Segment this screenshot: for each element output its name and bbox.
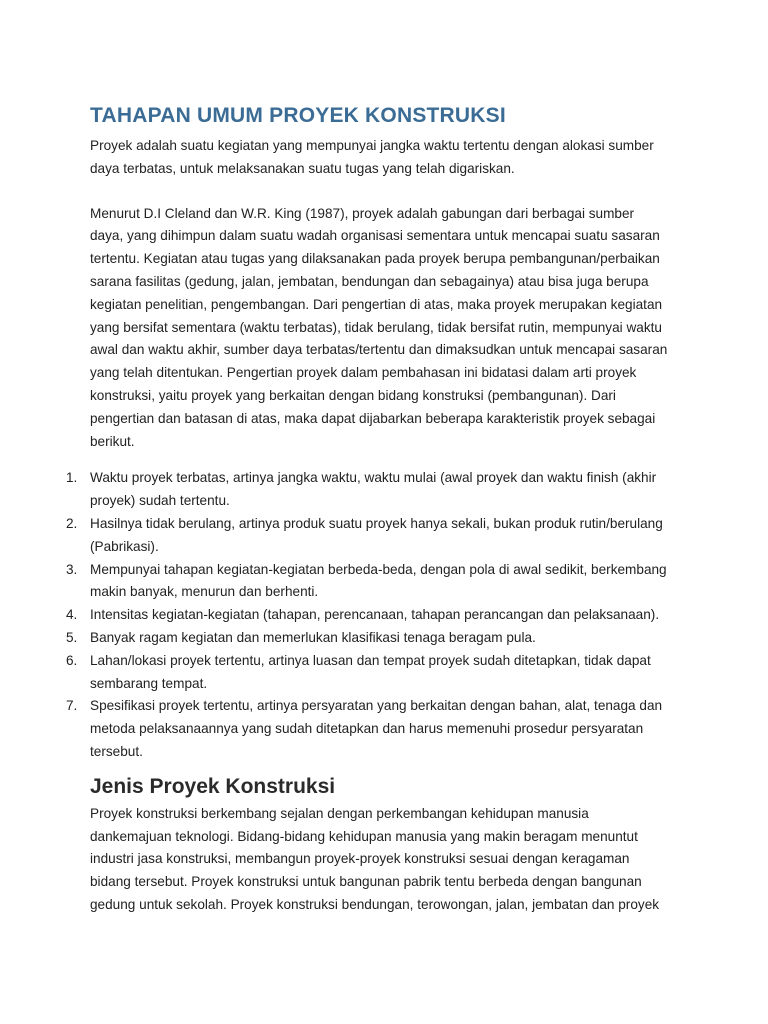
list-number: 6.	[66, 652, 78, 668]
characteristics-list	[66, 467, 690, 763]
list-item	[66, 513, 690, 559]
definition-line: yang telah ditentukan. Pengertian proyek dalam pembahasan ini bidatasi dalam arti proyek	[90, 365, 637, 381]
list-item	[66, 559, 690, 605]
definition-line: konstruksi, yaitu proyek yang berkaitan dengan bidang konstruksi (pembangunan). Dari	[90, 387, 616, 403]
list-item-line: makin banyak, menurun dan berhenti.	[90, 584, 319, 600]
list-number: 2.	[66, 515, 78, 531]
section-line: gedung untuk sekolah. Proyek konstruksi bendungan, terowongan, jalan, jembatan dan proyek	[90, 896, 660, 912]
section-line: bidang tersebut. Proyek konstruksi untuk bangunan pabrik tentu berbeda dengan bangunan	[90, 874, 642, 890]
list-item	[66, 467, 690, 513]
list-item	[66, 650, 690, 696]
definition-line: sarana fasilitas (gedung, jalan, jembatan, bendungan dan sebagainya) atau bisa juga berupa	[90, 273, 649, 289]
definition-line: tertentu. Kegiatan atau tugas yang dilaksanakan pada proyek berupa pembangunan/perbaikan	[90, 251, 660, 267]
section-paragraph	[90, 803, 690, 917]
section-line: dankemajuan teknologi. Bidang-bidang kehidupan manusia yang makin beragam menuntut	[90, 828, 638, 844]
definition-line: awal dan waktu akhir, sumber daya terbatas/tertentu dan dimaksudkan untuk mencapai sasaran	[90, 342, 668, 358]
definition-line: daya, yang dihimpun dalam suatu wadah organisasi sementara untuk mencapai suatu sasaran	[90, 228, 660, 244]
definition-paragraph	[90, 203, 690, 454]
list-item-line: tersebut.	[90, 743, 143, 759]
list-number: 1.	[66, 470, 78, 486]
section-line: industri jasa konstruksi, membangun proyek-proyek konstruksi sesuai dengan keragaman	[90, 851, 630, 867]
definition-line: kegiatan penelitian, pengembangan. Dari pengertian di atas, maka proyek merupakan kegiatan	[90, 296, 663, 312]
list-number: 3.	[66, 561, 78, 577]
document-title: TAHAPAN UMUM PROYEK KONSTRUKSI	[90, 104, 506, 127]
list-item	[66, 627, 690, 650]
list-number: 5.	[66, 629, 78, 645]
list-item-line: metoda pelaksanaannya yang sudah ditetapkan dan harus memenuhi prosedur persyaratan	[90, 721, 644, 737]
definition-line: pengertian dan batasan di atas, maka dapat dijabarkan beberapa karakteristik proyek sebagai	[90, 410, 656, 426]
list-item-line: Hasilnya tidak berulang, artinya produk suatu proyek hanya sekali, bukan produk rutin/berulang	[90, 515, 663, 531]
document-page	[66, 102, 690, 917]
list-item-line: proyek) sudah tertentu.	[90, 493, 230, 509]
intro-paragraph	[90, 135, 690, 181]
list-item-line: (Pabrikasi).	[90, 538, 159, 554]
list-item-line: Intensitas kegiatan-kegiatan (tahapan, perencanaan, tahapan perancangan dan pelaksanaan).	[90, 607, 660, 623]
list-item	[66, 695, 690, 763]
definition-line: berikut.	[90, 433, 135, 449]
list-item-line: Lahan/lokasi proyek tertentu, artinya luasan dan tempat proyek sudah ditetapkan, tidak dapat	[90, 652, 651, 668]
section-line: Proyek konstruksi berkembang sejalan dengan perkembangan kehidupan manusia	[90, 805, 589, 821]
list-item-line: sembarang tempat.	[90, 675, 208, 691]
list-item	[66, 604, 690, 627]
list-number: 4.	[66, 607, 78, 623]
list-item-line: Waktu proyek terbatas, artinya jangka waktu, waktu mulai (awal proyek dan waktu finish (akhir	[90, 470, 657, 486]
list-item-line: Spesifikasi proyek tertentu, artinya persyaratan yang berkaitan dengan bahan, alat, tenaga dan	[90, 698, 663, 714]
intro-line: Proyek adalah suatu kegiatan yang mempunyai jangka waktu tertentu dengan alokasi sumber	[90, 138, 654, 153]
definition-line: yang bersifat sementara (waktu terbatas), tidak berulang, tidak bersifat rutin, mempunyai waktu	[90, 319, 662, 335]
intro-line: daya terbatas, untuk melaksanakan suatu tugas yang telah digariskan.	[90, 160, 515, 176]
definition-line: Menurut D.I Cleland dan W.R. King (1987), proyek adalah gabungan dari berbagai sumber	[90, 205, 635, 221]
list-item-line: Banyak ragam kegiatan dan memerlukan klasifikasi tenaga beragam pula.	[90, 629, 536, 645]
list-number: 7.	[66, 698, 78, 714]
section-heading: Jenis Proyek Konstruksi	[90, 774, 336, 798]
list-item-line: Mempunyai tahapan kegiatan-kegiatan berbeda-beda, dengan pola di awal sedikit, berkembang	[90, 561, 667, 577]
